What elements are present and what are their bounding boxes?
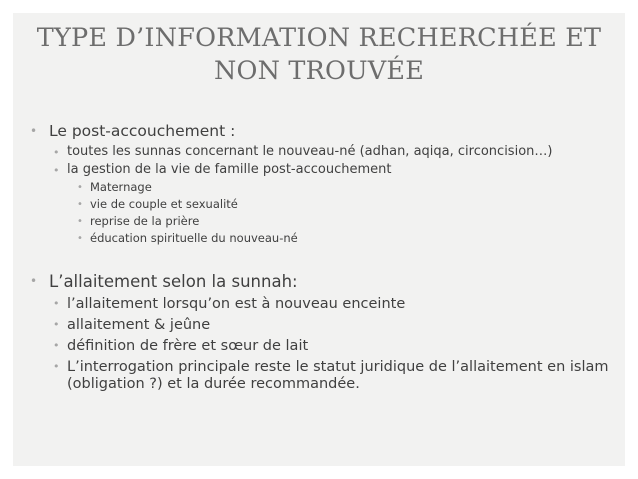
section-allaitement xyxy=(30,271,615,393)
slide-content xyxy=(30,121,615,393)
section-post-accouchement xyxy=(30,121,615,245)
slide-title xyxy=(0,22,638,88)
title-line-1: TYPE D’INFORMATION RECHERCHÉE ET xyxy=(36,23,602,53)
title-line-2: NON TROUVÉE xyxy=(213,56,425,86)
bullet-level3: • vie de couple et sexualité xyxy=(77,198,615,211)
bullet-level3: • éducation spirituelle du nouveau-né xyxy=(77,232,615,245)
bullet-level1: • Le post-accouchement : xyxy=(30,121,615,141)
bullet-level2: • allaitement & jeûne xyxy=(53,317,615,334)
bullet-level3: • reprise de la prière xyxy=(77,215,615,228)
bullet-level3: • Maternage xyxy=(77,181,615,194)
bullet-level2: • la gestion de la vie de famille post-accouchement xyxy=(53,163,615,177)
bullet-level1: • L’allaitement selon la sunnah: xyxy=(30,271,615,292)
bullet-level2: • définition de frère et sœur de lait xyxy=(53,338,615,355)
bullet-level2: • toutes les sunnas concernant le nouveau-né (adhan, aqiqa, circoncision…) xyxy=(53,145,615,159)
bullet-level2: • L’interrogation principale reste le statut juridique de l’allaitement en islam (obligation ?) et la durée recommandée. xyxy=(53,359,615,393)
bullet-level2: • l’allaitement lorsqu’on est à nouveau enceinte xyxy=(53,296,615,313)
